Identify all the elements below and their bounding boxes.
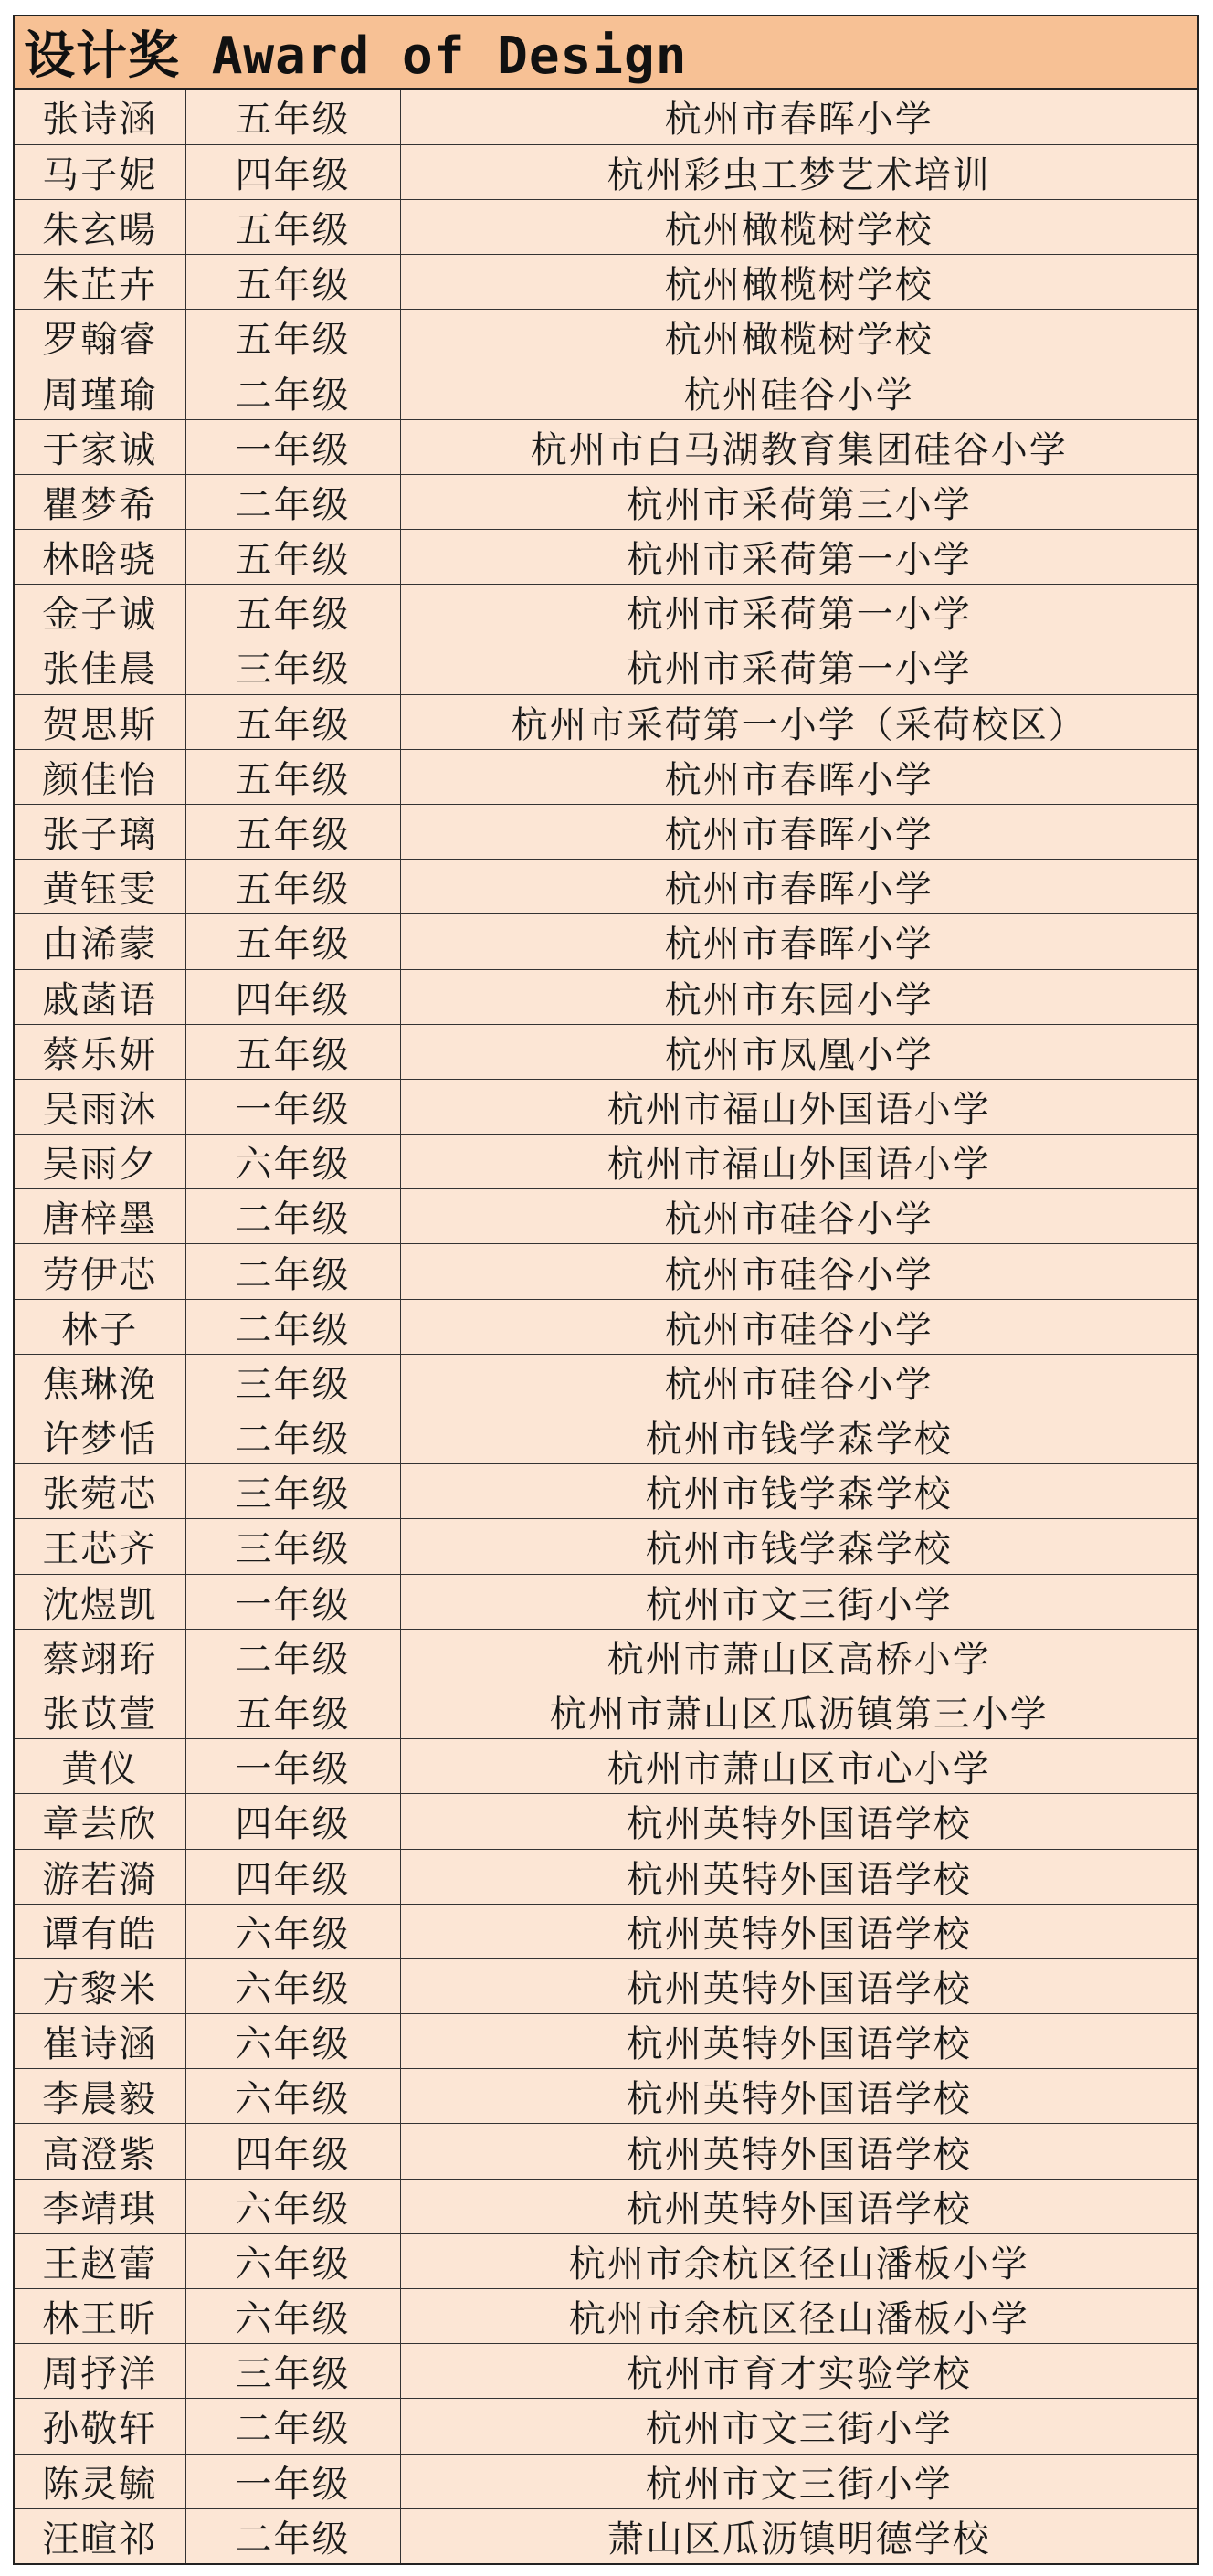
- student-name-cell: 焦琳浼: [15, 1354, 185, 1409]
- table-row: [15, 1519, 1197, 1574]
- table-row: [15, 1024, 1197, 1079]
- table-row: [15, 1794, 1197, 1849]
- grade-cell: 二年级: [185, 1299, 400, 1354]
- table-row: [15, 1739, 1197, 1794]
- grade-cell: 三年级: [185, 639, 400, 694]
- school-cell: 杭州橄榄树学校: [400, 310, 1197, 364]
- student-name-cell: 戚菡语: [15, 969, 185, 1024]
- student-name-cell: 王芯齐: [15, 1519, 185, 1574]
- table-row: [15, 2399, 1197, 2454]
- student-name-cell: 崔诗涵: [15, 2014, 185, 2069]
- school-cell: 杭州市采荷第一小学: [400, 585, 1197, 639]
- school-cell: 杭州市福山外国语小学: [400, 1135, 1197, 1189]
- table-row: [15, 1904, 1197, 1958]
- table-row: [15, 969, 1197, 1024]
- grade-cell: 四年级: [185, 1849, 400, 1904]
- table-row: [15, 1684, 1197, 1738]
- student-name-cell: 于家诚: [15, 419, 185, 474]
- school-cell: 杭州市硅谷小学: [400, 1189, 1197, 1244]
- school-cell: 杭州市春晖小学: [400, 749, 1197, 804]
- student-name-cell: 谭有皓: [15, 1904, 185, 1958]
- student-name-cell: 汪暄祁: [15, 2508, 185, 2563]
- grade-cell: 五年级: [185, 530, 400, 585]
- header-row: [15, 16, 1197, 90]
- table-row: [15, 474, 1197, 529]
- table-row: [15, 1354, 1197, 1409]
- school-cell: 杭州市采荷第三小学: [400, 474, 1197, 529]
- grade-cell: 二年级: [185, 474, 400, 529]
- grade-cell: 五年级: [185, 694, 400, 749]
- school-cell: 杭州市萧山区市心小学: [400, 1739, 1197, 1794]
- school-cell: 杭州市春晖小学: [400, 90, 1197, 144]
- school-cell: 萧山区瓜沥镇明德学校: [606, 2518, 991, 2561]
- student-name-cell: 黄钰雯: [15, 860, 185, 914]
- grade-cell: 五年级: [185, 914, 400, 969]
- student-name-cell: 林子: [15, 1299, 185, 1354]
- student-name-cell: 周抒洋: [15, 2344, 185, 2399]
- grade-cell: 三年级: [185, 2344, 400, 2399]
- student-name-cell: 朱芷卉: [15, 255, 185, 310]
- student-name-cell: 罗翰睿: [15, 310, 185, 364]
- student-name-cell: 颜佳怡: [15, 749, 185, 804]
- grade-cell: 二年级: [185, 1189, 400, 1244]
- table-row: [15, 1189, 1197, 1244]
- school-cell: 杭州市育才实验学校: [400, 2344, 1197, 2399]
- school-cell: 杭州硅谷小学: [400, 364, 1197, 419]
- school-cell: 杭州市采荷第一小学: [400, 530, 1197, 585]
- grade-cell: 四年级: [185, 969, 400, 1024]
- school-cell: 杭州市余杭区径山潘板小学: [400, 2233, 1197, 2288]
- grade-cell: 二年级: [185, 364, 400, 419]
- student-name-cell: 吴雨沐: [15, 1079, 185, 1134]
- school-cell: 杭州英特外国语学校: [400, 2069, 1197, 2124]
- table-row: [15, 364, 1197, 419]
- student-name-cell: 蔡乐妍: [15, 1024, 185, 1079]
- grade-cell: 五年级: [185, 860, 400, 914]
- grade-cell: 三年级: [185, 1354, 400, 1409]
- table-row: [15, 2069, 1197, 2124]
- school-cell: 杭州市采荷第一小学: [400, 639, 1197, 694]
- table-row: [15, 2233, 1197, 2288]
- student-name-cell: 张菀芯: [15, 1464, 185, 1519]
- table-row: [15, 1135, 1197, 1189]
- table-row: [15, 1464, 1197, 1519]
- student-name-cell: 李晨毅: [15, 2069, 185, 2124]
- student-name-cell: 金子诚: [15, 585, 185, 639]
- awards-table-body: [15, 90, 1197, 2563]
- table-row: [15, 1299, 1197, 1354]
- table-row: [15, 144, 1197, 199]
- table-row: [15, 310, 1197, 364]
- grade-cell: 一年级: [185, 419, 400, 474]
- school-cell: 杭州市春晖小学: [400, 804, 1197, 859]
- awards-table: [15, 90, 1197, 2563]
- school-cell: 杭州市文三街小学: [400, 2399, 1197, 2454]
- grade-cell: 一年级: [185, 1739, 400, 1794]
- grade-cell: 五年级: [185, 585, 400, 639]
- school-cell: 杭州英特外国语学校: [400, 2124, 1197, 2179]
- student-name-cell: 马子妮: [15, 144, 185, 199]
- school-cell: 杭州橄榄树学校: [400, 255, 1197, 310]
- school-cell: 杭州市白马湖教育集团硅谷小学: [400, 419, 1197, 474]
- student-name-cell: 许梦恬: [15, 1409, 185, 1464]
- student-name-cell: 唐梓墨: [15, 1189, 185, 1244]
- table-row: [15, 2289, 1197, 2344]
- school-cell: 杭州市采荷第一小学（采荷校区）: [400, 694, 1197, 749]
- table-row: [15, 749, 1197, 804]
- student-name-cell: 张佳晨: [15, 639, 185, 694]
- student-name-cell: 游若漪: [15, 1849, 185, 1904]
- grade-cell: 四年级: [185, 2124, 400, 2179]
- student-name-cell: 由浠蒙: [15, 914, 185, 969]
- grade-cell: 一年级: [185, 2454, 400, 2508]
- table-row: [15, 804, 1197, 859]
- grade-cell: 六年级: [185, 1958, 400, 2013]
- grade-cell: 五年级: [185, 199, 400, 254]
- school-cell: 杭州市文三街小学: [400, 2454, 1197, 2508]
- school-cell: 杭州市钱学森学校: [400, 1519, 1197, 1574]
- student-name-cell: 蔡翊珩: [15, 1629, 185, 1684]
- grade-cell: 一年级: [185, 1079, 400, 1134]
- grade-cell: 五年级: [185, 255, 400, 310]
- table-row: [15, 419, 1197, 474]
- grade-cell: 六年级: [185, 2069, 400, 2124]
- table-row: [15, 2179, 1197, 2233]
- school-cell: 杭州市萧山区瓜沥镇第三小学: [400, 1684, 1197, 1738]
- grade-cell: 五年级: [185, 1024, 400, 1079]
- grade-cell: 六年级: [185, 2179, 400, 2233]
- school-cell: 杭州英特外国语学校: [400, 1958, 1197, 2013]
- student-name-cell: 孙敬轩: [15, 2399, 185, 2454]
- grade-cell: 六年级: [185, 1135, 400, 1189]
- table-row: [15, 90, 1197, 144]
- school-cell: 杭州市文三街小学: [400, 1574, 1197, 1629]
- student-name-cell: 高澄紫: [15, 2124, 185, 2179]
- grade-cell: 三年级: [185, 1464, 400, 1519]
- school-cell: 杭州市凤凰小学: [400, 1024, 1197, 1079]
- table-row: [15, 2454, 1197, 2508]
- student-name-cell: 张诗涵: [15, 90, 185, 144]
- table-row: [15, 1958, 1197, 2013]
- school-cell: 杭州市春晖小学: [400, 860, 1197, 914]
- grade-cell: 四年级: [185, 144, 400, 199]
- table-row: [15, 1849, 1197, 1904]
- school-cell: 杭州英特外国语学校: [400, 1904, 1197, 1958]
- grade-cell: 六年级: [185, 1904, 400, 1958]
- page-title: 设计奖 Award of Design: [24, 26, 688, 86]
- school-cell: 杭州市余杭区径山潘板小学: [400, 2289, 1197, 2344]
- school-cell: 杭州英特外国语学校: [400, 1849, 1197, 1904]
- grade-cell: 二年级: [185, 1409, 400, 1464]
- school-cell: 杭州英特外国语学校: [400, 2014, 1197, 2069]
- student-name-cell: 张子璃: [15, 804, 185, 859]
- grade-cell: 二年级: [185, 1244, 400, 1299]
- table-row: [15, 530, 1197, 585]
- school-cell: 杭州橄榄树学校: [400, 199, 1197, 254]
- student-name-cell: 瞿梦希: [15, 474, 185, 529]
- grade-cell: 一年级: [185, 1574, 400, 1629]
- grade-cell: 五年级: [185, 749, 400, 804]
- table-row: [15, 2124, 1197, 2179]
- school-cell: 杭州市福山外国语小学: [400, 1079, 1197, 1134]
- grade-cell: 二年级: [185, 1629, 400, 1684]
- table-row: [15, 585, 1197, 639]
- table-row: [15, 1079, 1197, 1134]
- grade-cell: 二年级: [185, 2399, 400, 2454]
- school-cell: 杭州市硅谷小学: [400, 1244, 1197, 1299]
- table-row: [15, 639, 1197, 694]
- student-name-cell: 贺思斯: [15, 694, 185, 749]
- student-name-cell: 沈煜凯: [15, 1574, 185, 1629]
- grade-cell: 五年级: [185, 310, 400, 364]
- table-row: [15, 694, 1197, 749]
- student-name-cell: 朱玄暘: [15, 199, 185, 254]
- table-row: [15, 199, 1197, 254]
- student-name-cell: 林王昕: [15, 2289, 185, 2344]
- grade-cell: 四年级: [185, 1794, 400, 1849]
- school-cell: 杭州市东园小学: [400, 969, 1197, 1024]
- school-cell: 杭州市春晖小学: [400, 914, 1197, 969]
- school-cell: 杭州市萧山区高桥小学: [400, 1629, 1197, 1684]
- table-row: [15, 2344, 1197, 2399]
- student-name-cell: 林晗骁: [15, 530, 185, 585]
- award-sheet: [13, 15, 1199, 2565]
- grade-cell: 六年级: [185, 2289, 400, 2344]
- grade-cell: 六年级: [185, 2014, 400, 2069]
- grade-cell: 六年级: [185, 2233, 400, 2288]
- school-cell: 杭州英特外国语学校: [400, 1794, 1197, 1849]
- table-row: [15, 2508, 1197, 2563]
- student-name-cell: 李靖琪: [15, 2179, 185, 2233]
- student-name-cell: 周瑾瑜: [15, 364, 185, 419]
- student-name-cell: 方黎米: [15, 1958, 185, 2013]
- table-row: [15, 1244, 1197, 1299]
- student-name-cell: 张苡萱: [15, 1684, 185, 1738]
- student-name-cell: 陈灵毓: [15, 2454, 185, 2508]
- student-name-cell: 劳伊芯: [15, 1244, 185, 1299]
- school-cell: 杭州市硅谷小学: [400, 1354, 1197, 1409]
- grade-cell: 三年级: [185, 1519, 400, 1574]
- grade-cell: 五年级: [185, 90, 400, 144]
- school-cell: 杭州市硅谷小学: [400, 1299, 1197, 1354]
- table-row: [15, 1629, 1197, 1684]
- student-name-cell: 吴雨夕: [15, 1135, 185, 1189]
- student-name-cell: 王赵蕾: [15, 2233, 185, 2288]
- grade-cell: 五年级: [185, 804, 400, 859]
- table-row: [15, 1409, 1197, 1464]
- table-row: [15, 1574, 1197, 1629]
- school-cell: 杭州彩虫工梦艺术培训: [400, 144, 1197, 199]
- table-row: [15, 2014, 1197, 2069]
- school-cell: 杭州英特外国语学校: [400, 2179, 1197, 2233]
- table-row: [15, 255, 1197, 310]
- grade-cell: 二年级: [185, 2508, 400, 2563]
- grade-cell: 五年级: [185, 1684, 400, 1738]
- table-row: [15, 860, 1197, 914]
- student-name-cell: 章芸欣: [15, 1794, 185, 1849]
- student-name-cell: 黄仪: [15, 1739, 185, 1794]
- school-cell: 杭州市钱学森学校: [400, 1464, 1197, 1519]
- table-row: [15, 914, 1197, 969]
- school-cell: 杭州市钱学森学校: [400, 1409, 1197, 1464]
